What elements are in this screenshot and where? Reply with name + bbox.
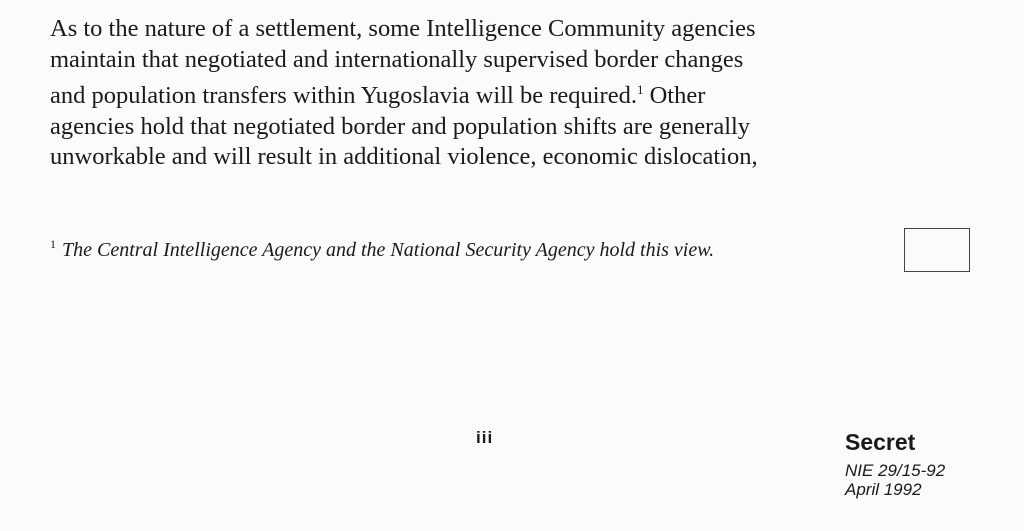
classification-marking: Secret — [845, 429, 916, 455]
portion-marking-box — [904, 228, 970, 272]
body-line-4: agencies hold that negotiated border and population shifts are generally — [50, 112, 751, 140]
body-line-3 — [50, 75, 1000, 112]
footnote-text: The Central Intelligence Agency and the National Security Agency hold this view. — [62, 239, 715, 261]
footnote-reference: 1 — [636, 82, 644, 97]
document-id: NIE 29/15-92 — [845, 461, 946, 480]
footnote — [50, 231, 950, 263]
body-paragraph — [50, 14, 1000, 173]
body-line-3-continuation: Other — [649, 82, 706, 109]
body-line-5: unworkable and will result in additional violence, economic dislocation, — [50, 143, 758, 170]
body-line-2: maintain that negotiated and internationally supervised border changes — [50, 45, 744, 73]
body-line-1: As to the nature of a settlement, some Intelligence Community agencies — [50, 15, 756, 42]
footnote-marker: 1 — [50, 237, 56, 251]
body-line-3-text: and population transfers within Yugoslavia will be required. — [50, 82, 637, 109]
document-date: April 1992 — [845, 480, 922, 499]
page-number: iii — [476, 428, 494, 447]
